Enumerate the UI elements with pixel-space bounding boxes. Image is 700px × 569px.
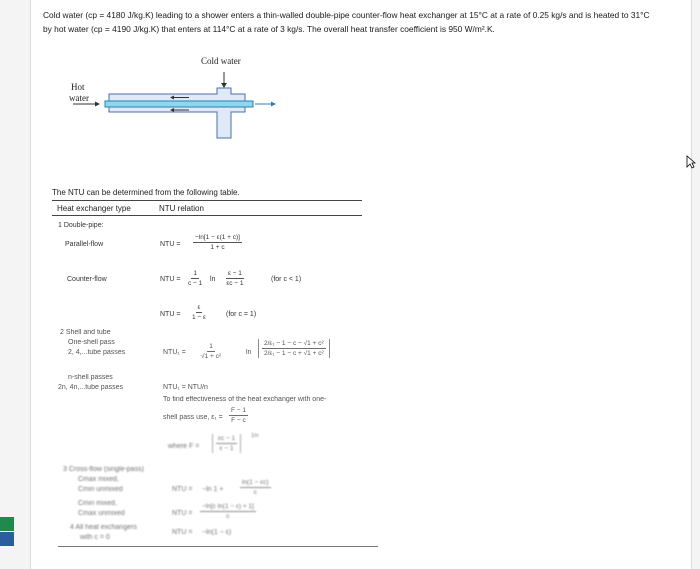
counter-inner-den: εc − 1 [226, 280, 244, 287]
ntu-label-cross1: NTU = [172, 486, 193, 493]
shell-inner-num: 2/ε₁ − 1 − c − √1 + c² [264, 340, 324, 347]
counter-outer-num: 1 [193, 270, 197, 277]
where-den: ε − 1 [219, 445, 234, 452]
cold-water-label: Cold water [201, 56, 241, 66]
parallel-denominator: 1 + c [210, 244, 225, 251]
cross1-fraction [240, 478, 271, 497]
cross1-prefix: −ln 1 + [202, 486, 224, 493]
cross1-num: ln(1 − εc) [242, 479, 269, 486]
n-shell-relation: NTU₁ = NTU/n [163, 384, 208, 391]
cross2-num: −ln[c ln(1 − ε) + 1] [202, 503, 254, 510]
shell-fraction [201, 342, 221, 361]
parallel-fraction [193, 233, 242, 252]
counter2-num: ε [197, 304, 201, 311]
row-one-shell: One-shell pass [68, 339, 115, 346]
f-fraction [229, 406, 248, 425]
ntu-label-counter: NTU = [160, 276, 181, 283]
col-ntu-relation: NTU relation [159, 204, 204, 213]
where-exponent: 1/n [251, 433, 259, 439]
hot-label-2: water [69, 93, 89, 103]
row-shell-tube: 2 Shell and tube [60, 329, 111, 336]
row-tube-passes: 2, 4,...tube passes [68, 349, 126, 356]
row-n-tube: 2n, 4n,...tube passes [58, 384, 123, 391]
shell-inner-den: 2/ε₁ − 1 − c + √1 + c² [264, 350, 324, 357]
side-tab-green[interactable] [0, 517, 14, 531]
row-cmax-mixed: Cmax mixed, [78, 476, 119, 483]
col-heat-exchanger-type: Heat exchanger type [57, 204, 131, 213]
counter-inner-num: ε − 1 [228, 270, 242, 277]
find-effectiveness: To find effectiveness of the heat exchanger with one- [163, 396, 327, 403]
shell-pass-use: shell pass use, ε₁ = [163, 414, 223, 421]
hot-label-1: Hot [71, 82, 85, 92]
row-parallel-flow: Parallel-flow [65, 241, 104, 248]
counter-fraction-outer [188, 269, 202, 288]
cross2-den: c [226, 513, 230, 520]
row-cmin-unmixed: Cmin unmixed [78, 486, 123, 493]
counter-fraction-inner [226, 269, 244, 288]
row-double-pipe: 1 Double-pipe: [58, 222, 104, 229]
all-relation: −ln(1 − ε) [202, 529, 232, 536]
counter-ln: ln [210, 276, 216, 283]
row-cmin-mixed: Cmin mixed, [78, 500, 117, 507]
where-fraction [212, 434, 241, 453]
ntu1-label: NTU₁ = [163, 349, 186, 356]
shell-num: 1 [209, 343, 213, 350]
row-cross-flow: 3 Cross-flow (single-pass) [63, 466, 144, 473]
counter-condition-2: (for c = 1) [226, 311, 257, 318]
cross2-fraction [200, 502, 256, 521]
side-tab-blue[interactable] [0, 532, 14, 546]
ntu-label-parallel: NTU = [160, 241, 181, 248]
row-counter-flow: Counter-flow [67, 276, 107, 283]
row-with-c0: with c = 0 [80, 534, 110, 541]
shell-den: √1 + c² [201, 353, 222, 360]
ntu-label-cross2: NTU = [172, 510, 193, 517]
parallel-numerator: −ln[1 − ε(1 + c)] [195, 234, 240, 241]
shell-ln: ln [246, 349, 252, 356]
shell-inner-fraction [258, 339, 330, 358]
cross1-den: c [253, 489, 257, 496]
counter-condition: (for c < 1) [271, 276, 302, 283]
f-num: F − 1 [231, 407, 246, 414]
row-all-exchangers: 4 All heat exchangers [70, 524, 137, 531]
problem-line-2: by hot water (cp = 4190 J/kg.K) that enters at 114°C at a rate of 3 kg/s. The overall heat transfer coefficient is 950 W/m².K. [43, 24, 495, 34]
counter2-den: 1 − ε [192, 314, 206, 321]
where-num: εc − 1 [218, 435, 236, 442]
counter-fraction-2 [192, 303, 206, 322]
where-label: where F = [168, 443, 200, 450]
table-rule-bottom [58, 546, 378, 547]
row-n-shell: n-shell passes [68, 374, 113, 381]
row-cmax-unmixed: Cmax unmixed [78, 510, 125, 517]
counter-outer-den: c − 1 [188, 280, 203, 287]
problem-line-1: Cold water (cp = 4180 J/kg.K) leading to a shower enters a thin-walled double-pipe counter-flow heat exchanger at 15°C at a rate of 0.25 kg/s and is heated to 31°C [43, 10, 650, 20]
ntu-intro: The NTU can be determined from the following table. [52, 188, 240, 197]
ntu-label-counter-2: NTU = [160, 311, 181, 318]
mouse-cursor-icon [686, 155, 696, 169]
f-den: F − c [231, 417, 246, 424]
ntu-label-all: NTU = [172, 529, 193, 536]
